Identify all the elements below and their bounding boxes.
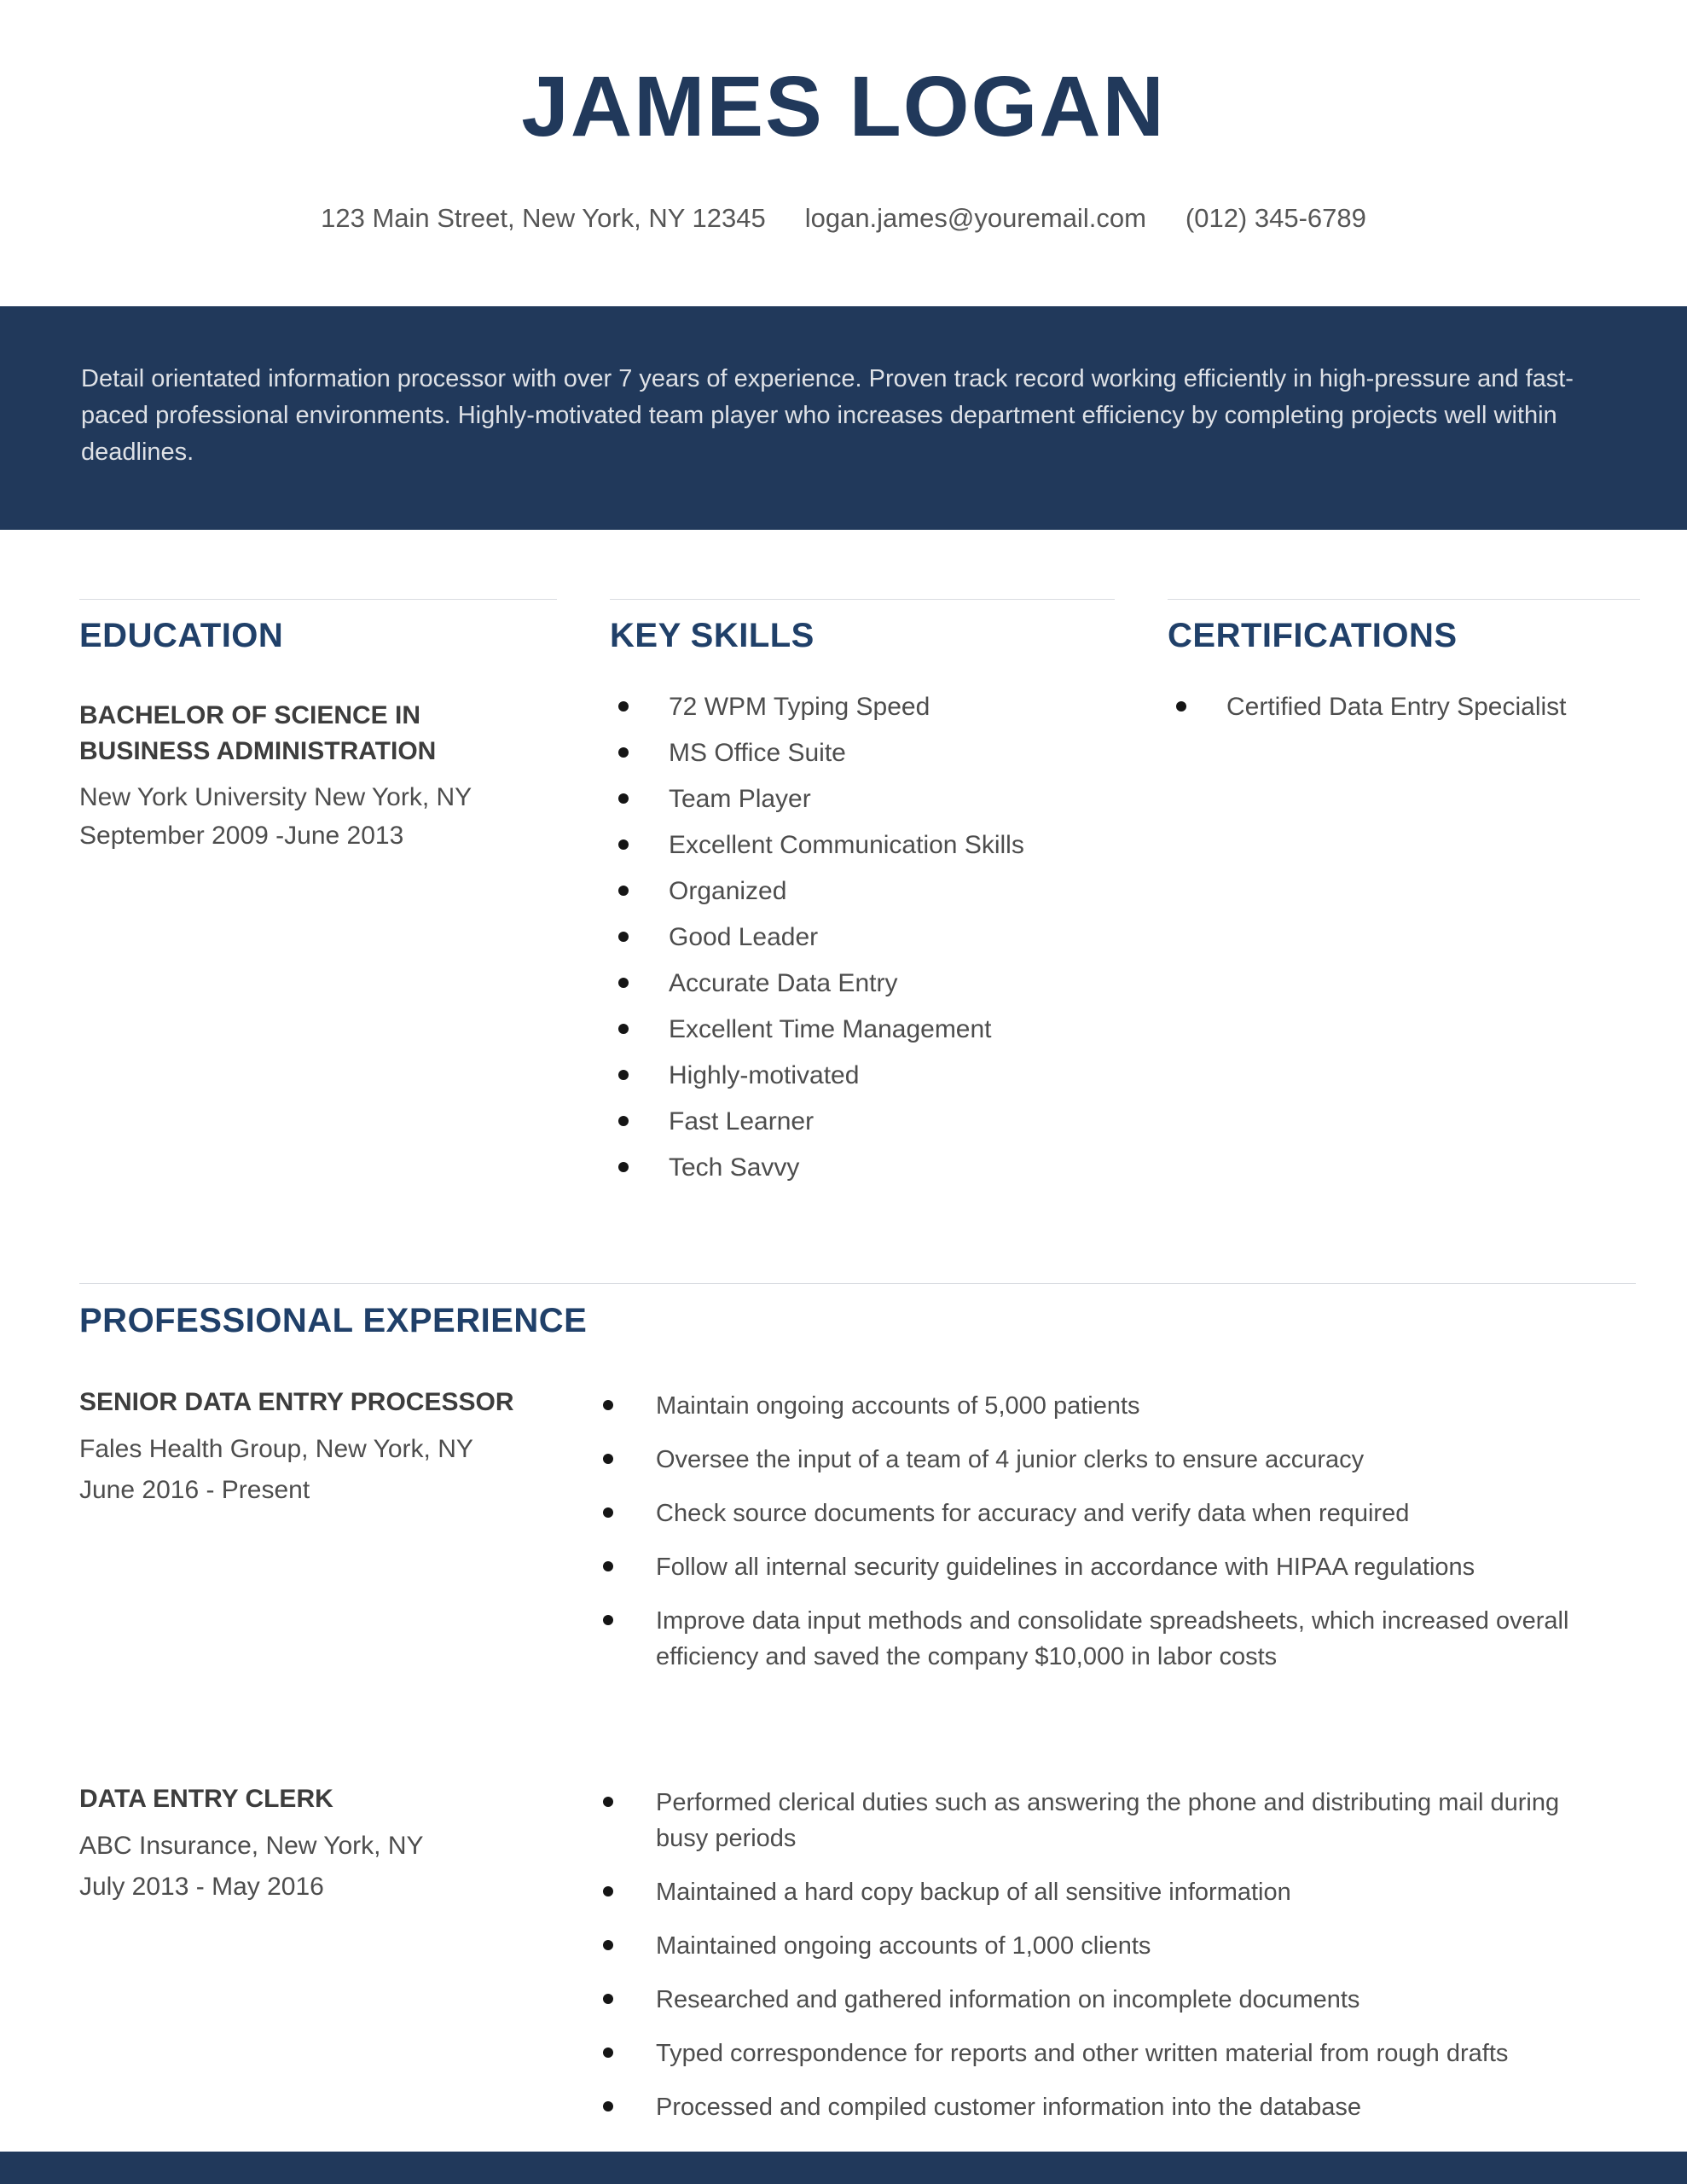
skill-label: Tech Savvy xyxy=(669,1153,800,1182)
school-line: New York University New York, NY xyxy=(79,783,472,811)
degree-title: BACHELOR OF SCIENCE IN BUSINESS ADMINISTRATION xyxy=(79,701,437,765)
bullet-icon xyxy=(603,1507,613,1518)
certification-item xyxy=(1168,693,1640,721)
skills-heading: KEY SKILLS xyxy=(610,617,815,654)
job-duty xyxy=(597,1603,1636,1675)
skill-item xyxy=(610,1015,1115,1043)
skill-label: Fast Learner xyxy=(669,1107,815,1136)
job-duty xyxy=(597,1388,1636,1424)
contact-phone: (012) 345-6789 xyxy=(1185,203,1366,233)
bullet-icon xyxy=(603,1940,613,1950)
bullet-icon xyxy=(603,1561,613,1571)
bullet-icon xyxy=(618,1070,629,1080)
skill-item xyxy=(610,923,1115,951)
certifications-heading: CERTIFICATIONS xyxy=(1168,617,1458,654)
skills-list xyxy=(610,693,1115,1182)
job-duty xyxy=(597,1982,1636,2018)
skill-item xyxy=(610,969,1115,997)
skill-item xyxy=(610,831,1115,859)
bullet-icon xyxy=(618,1116,629,1126)
job-duty xyxy=(597,2089,1636,2125)
job-duty-label: Improve data input methods and consolidate spreadsheets, which increased overall efficiency and saved the company $10,000 in labor costs xyxy=(656,1607,1569,1670)
job-duty-label: Oversee the input of a team of 4 junior clerks to ensure accuracy xyxy=(656,1446,1365,1473)
job-entry xyxy=(79,1385,1636,1693)
job-title: SENIOR DATA ENTRY PROCESSOR xyxy=(79,1388,514,1416)
job-title: DATA ENTRY CLERK xyxy=(79,1785,333,1813)
bullet-icon xyxy=(618,978,629,988)
skill-label: Highly-motivated xyxy=(669,1061,860,1089)
skill-label: Team Player xyxy=(669,785,811,813)
bullet-icon xyxy=(603,2048,613,2058)
job-duty-label: Maintain ongoing accounts of 5,000 patients xyxy=(656,1392,1140,1420)
skill-label: 72 WPM Typing Speed xyxy=(669,693,930,721)
footer-bar xyxy=(0,2152,1687,2184)
job-company: Fales Health Group, New York, NY xyxy=(79,1435,473,1463)
job-duty-label: Performed clerical duties such as answering the phone and distributing mail during busy periods xyxy=(656,1789,1560,1852)
job-duty xyxy=(597,1874,1636,1910)
skill-item xyxy=(610,739,1115,767)
summary-text: Detail orientated information processor with over 7 years of experience. Proven track record working efficiently in high-pressure and fast-paced professional environments. Highly-motivated team player who increases department efficiency by completing projects well within deadlines. xyxy=(81,365,1574,466)
job-entry xyxy=(79,1781,1636,2143)
certification-label: Certified Data Entry Specialist xyxy=(1226,693,1567,721)
education-dates: September 2009 -June 2013 xyxy=(79,822,404,850)
skill-item xyxy=(610,1153,1115,1182)
skill-label: Accurate Data Entry xyxy=(669,969,898,997)
bullet-icon xyxy=(603,1994,613,2004)
job-duties-list xyxy=(597,1785,1636,2143)
job-meta xyxy=(79,1781,597,2143)
job-duty-label: Maintained ongoing accounts of 1,000 clients xyxy=(656,1932,1151,1960)
bullet-icon xyxy=(1176,701,1186,712)
bullet-icon xyxy=(603,1886,613,1896)
job-duty xyxy=(597,1442,1636,1478)
skill-item xyxy=(610,877,1115,905)
experience-heading: PROFESSIONAL EXPERIENCE xyxy=(79,1302,588,1339)
summary-banner xyxy=(0,306,1687,530)
bullet-icon xyxy=(618,839,629,850)
bullet-icon xyxy=(618,1024,629,1034)
bullet-icon xyxy=(603,2101,613,2111)
skill-label: MS Office Suite xyxy=(669,739,846,767)
education-heading: EDUCATION xyxy=(79,617,284,654)
job-duty-label: Typed correspondence for reports and other written material from rough drafts xyxy=(656,2040,1509,2067)
skills-section xyxy=(610,599,1115,1199)
job-dates: July 2013 - May 2016 xyxy=(79,1873,324,1901)
job-duties-list xyxy=(597,1388,1636,1693)
job-duty-label: Follow all internal security guidelines in accordance with HIPAA regulations xyxy=(656,1554,1475,1581)
skill-label: Excellent Time Management xyxy=(669,1015,992,1043)
job-duty-label: Maintained a hard copy backup of all sensitive information xyxy=(656,1879,1291,1906)
contact-line xyxy=(0,203,1687,234)
job-company: ABC Insurance, New York, NY xyxy=(79,1832,424,1860)
bullet-icon xyxy=(618,747,629,758)
skill-item xyxy=(610,693,1115,721)
bullet-icon xyxy=(618,886,629,896)
bullet-icon xyxy=(618,793,629,804)
bullet-icon xyxy=(618,932,629,942)
experience-section xyxy=(79,1283,1636,2143)
certifications-list xyxy=(1168,693,1640,721)
skill-item xyxy=(610,1107,1115,1136)
bullet-icon xyxy=(618,701,629,712)
job-duty-label: Processed and compiled customer information into the database xyxy=(656,2094,1361,2121)
candidate-name: JAMES LOGAN xyxy=(521,59,1166,154)
certifications-section xyxy=(1168,599,1640,1199)
skill-item xyxy=(610,785,1115,813)
bullet-icon xyxy=(603,1615,613,1625)
bullet-icon xyxy=(603,1400,613,1410)
job-duty xyxy=(597,1496,1636,1531)
job-duty-label: Researched and gathered information on incomplete documents xyxy=(656,1986,1360,2013)
job-duty xyxy=(597,1785,1636,1856)
job-duty xyxy=(597,1549,1636,1585)
skill-item xyxy=(610,1061,1115,1089)
contact-email: logan.james@youremail.com xyxy=(804,203,1146,233)
bullet-icon xyxy=(618,1162,629,1172)
resume-header xyxy=(0,0,1687,234)
job-duty xyxy=(597,2036,1636,2071)
skill-label: Organized xyxy=(669,877,787,905)
bullet-icon xyxy=(603,1797,613,1807)
skill-label: Excellent Communication Skills xyxy=(669,831,1024,859)
job-duty-label: Check source documents for accuracy and verify data when required xyxy=(656,1500,1410,1527)
skill-label: Good Leader xyxy=(669,923,819,951)
job-meta xyxy=(79,1385,597,1693)
education-section xyxy=(79,599,557,1199)
bullet-icon xyxy=(603,1454,613,1464)
qualifications-columns xyxy=(79,599,1640,1199)
job-duty xyxy=(597,1928,1636,1964)
contact-address: 123 Main Street, New York, NY 12345 xyxy=(321,203,766,233)
job-dates: June 2016 - Present xyxy=(79,1476,310,1504)
